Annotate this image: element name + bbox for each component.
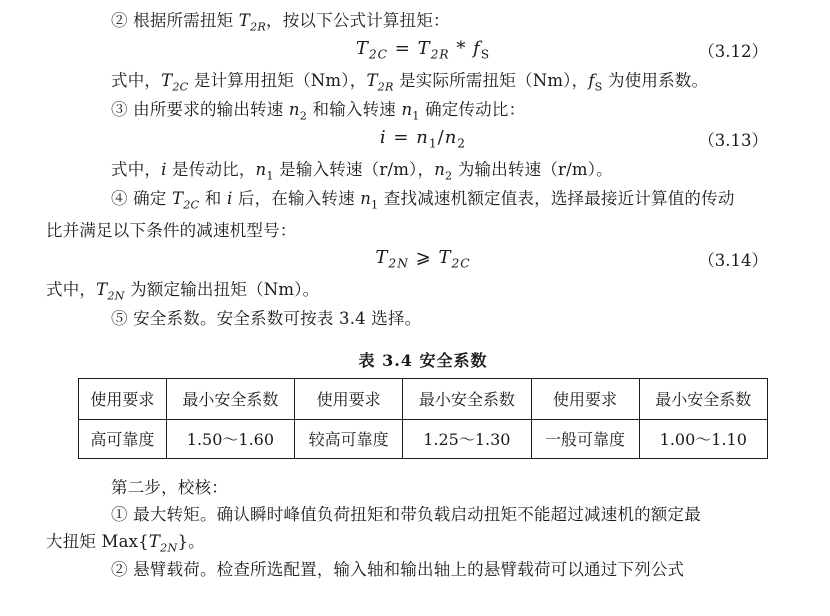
table-header-cell-1: 最小安全系数 [166, 379, 294, 420]
equation-3-13-number: （3.13） [698, 131, 768, 151]
paragraph-item-2: ② 根据所需扭矩 $T_{2R}$，按以下公式计算扭矩： [111, 11, 450, 34]
equation-3-12-body: $T_{2C} = T_{2R} * f_S$ [355, 38, 491, 63]
table-header-cell-5: 最小安全系数 [639, 379, 767, 420]
table-cell-0-5: 1.00～1.10 [639, 420, 767, 459]
paragraph-item-4-a: ④ 确定 $T_{2C}$ 和 i 后，在输入转速 $n_1$ 查找减速机额定值表，选择最接近计算值的传动 [111, 188, 735, 212]
paragraph-item-3-note: 式中，i 是传动比，$n_1$ 是输入转速（r/m），$n_2$ 为输出转速（r/m）。 [111, 160, 613, 183]
document-content [46, 8, 768, 584]
paragraph-check-2: ② 悬臂载荷。检查所选配置，输入轴和输出轴上的悬臂载荷可以通过下列公式 [111, 560, 685, 580]
table-cell-0-4: 一般可靠度 [531, 420, 639, 459]
table-header-cell-3: 最小安全系数 [403, 379, 531, 420]
equation-3-13 [78, 127, 768, 155]
safety-factor-table [78, 378, 768, 459]
equation-3-14-number: （3.14） [698, 251, 768, 271]
equation-3-12-number: （3.12） [698, 42, 768, 62]
paragraph-item-4-note: 式中，$T_{2N}$ 为额定输出扭矩（Nm）。 [46, 280, 320, 303]
paragraph-step-2: 第二步，校核： [111, 478, 228, 498]
paragraph-check-1-a: ① 最大转矩。确认瞬时峰值负荷扭矩和带负载启动扭矩不能超过减速机的额定最 [111, 504, 701, 524]
paragraph-item-4-b: 比并满足以下条件的减速机型号： [46, 221, 297, 241]
table-header-cell-4: 使用要求 [531, 379, 639, 420]
paragraph-check-1-b: 大扭矩 $Max\{T_{2N}\}$。 [46, 531, 205, 554]
paragraph-item-3: ③ 由所要求的输出转速 $n_2$ 和输入转速 $n_1$ 确定传动比： [111, 99, 526, 123]
table-cell-0-3: 1.25～1.30 [403, 420, 531, 459]
table-caption: 表 3.4 安全系数 [358, 351, 488, 371]
table-cell-0-0: 高可靠度 [79, 420, 167, 459]
table-header-cell-2: 使用要求 [295, 379, 403, 420]
table-header-cell-0: 使用要求 [79, 379, 167, 420]
paragraph-item-2-note: 式中，$T_{2C}$ 是计算用扭矩（Nm），$T_{2R}$ 是实际所需扭矩（Nm），$f_S$ 为使用系数。 [111, 71, 709, 94]
equation-3-13-body: $i = n_1/n_2$ [379, 127, 467, 151]
equation-3-14-body: $T_{2N}$ ⩾ $T_{2C}$ [375, 247, 471, 271]
table-header-row [79, 379, 768, 420]
paragraph-item-5: ⑤ 安全系数。安全系数可按表 3.4 选择。 [111, 308, 422, 328]
table-cell-0-1: 1.50～1.60 [166, 420, 294, 459]
table-cell-0-2: 较高可靠度 [295, 420, 403, 459]
table-row [79, 420, 768, 459]
equation-3-14 [78, 247, 768, 275]
equation-3-12 [78, 38, 768, 66]
